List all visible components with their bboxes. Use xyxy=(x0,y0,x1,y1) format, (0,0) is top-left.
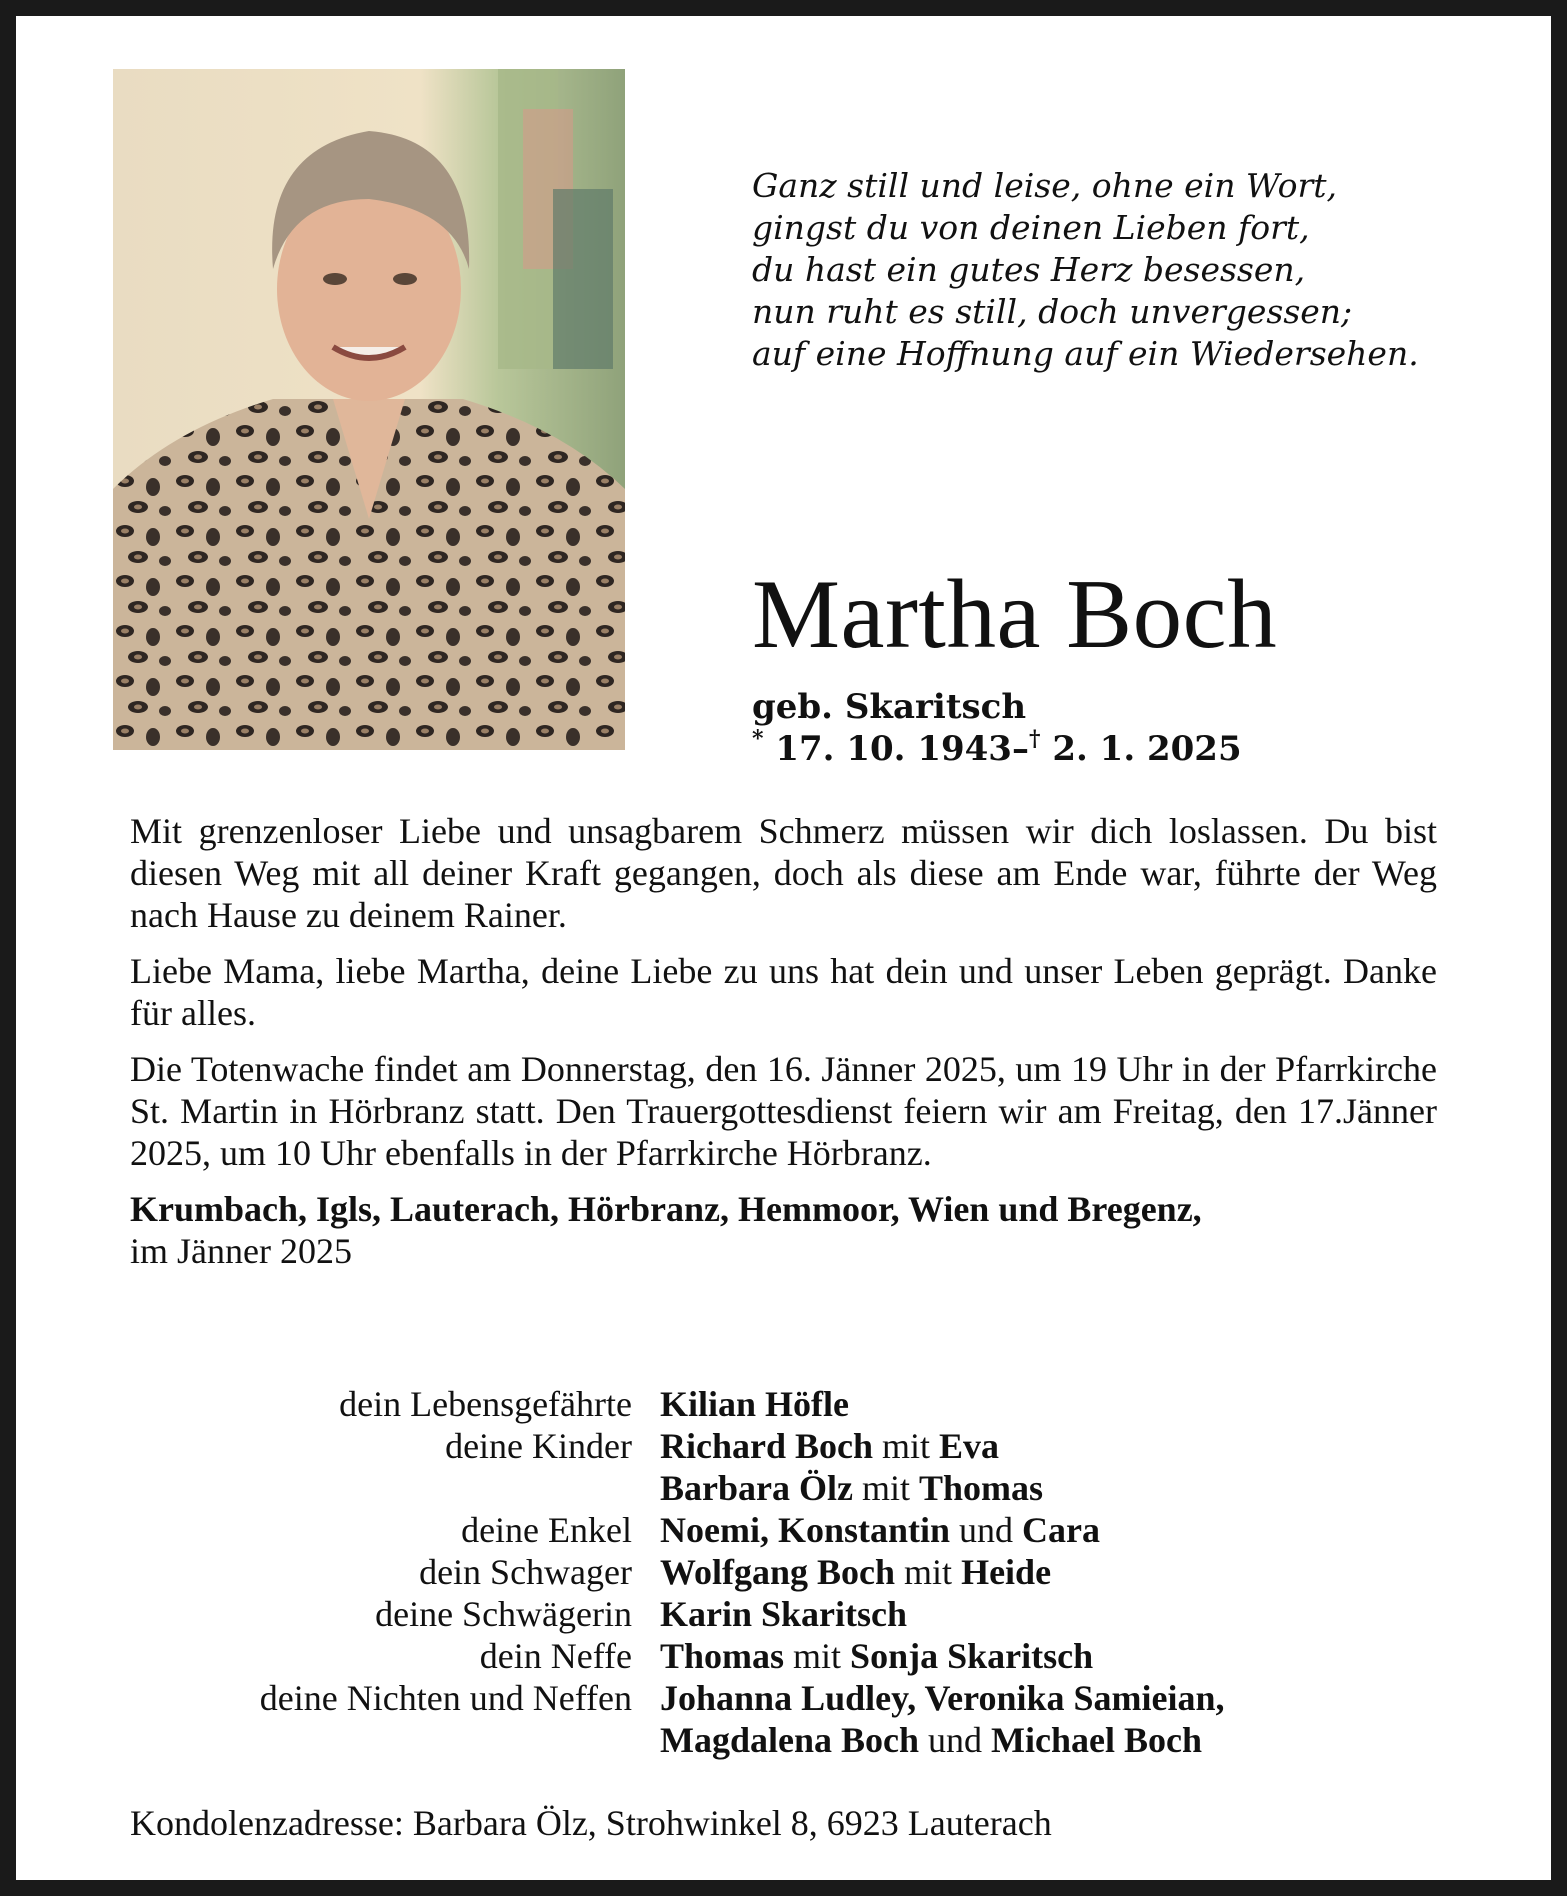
relative-row xyxy=(150,1593,1450,1635)
relative-name: Barbara Ölz xyxy=(660,1468,853,1508)
relative-label: dein Schwager xyxy=(419,1552,632,1592)
relative-name: Sonja Skaritsch xyxy=(850,1636,1094,1676)
portrait-illustration xyxy=(113,69,625,750)
relative-row xyxy=(150,1635,1450,1677)
relative-label: dein Neffe xyxy=(479,1636,632,1676)
relative-names xyxy=(660,1719,1202,1761)
poem xyxy=(752,165,1419,375)
relative-connector: mit xyxy=(852,1468,919,1508)
relative-names xyxy=(660,1551,1051,1593)
born-name: geb. Skaritsch xyxy=(752,687,1027,727)
relative-names xyxy=(660,1383,849,1425)
condolence-address: Kondolenzadresse: Barbara Ölz, Strohwinkel 8, 6923 Lauterach xyxy=(130,1803,1052,1843)
paragraph: Die Totenwache findet am Donnerstag, den 16. Jänner 2025, um 19 Uhr in der Pfarrkirche St. Martin in Hörbranz statt. Den Trauergottesdienst feiern wir am Freitag, den 17.Jänner 2025, um 10 Uhr ebenfalls in der Pfarrkirche Hörbranz. xyxy=(130,1049,1437,1173)
relative-names xyxy=(660,1677,1225,1719)
relative-name: Noemi, Konstantin xyxy=(660,1510,951,1550)
birth-symbol: * xyxy=(752,726,764,752)
relative-names xyxy=(660,1425,999,1467)
death-symbol: † xyxy=(1028,726,1041,752)
death-date: 2. 1. 2025 xyxy=(1052,729,1242,769)
relative-label xyxy=(150,1467,660,1509)
poem-line: du hast ein gutes Herz besessen, xyxy=(752,250,1306,289)
relative-label: deine Enkel xyxy=(461,1510,632,1550)
paragraph: Liebe Mama, liebe Martha, deine Liebe zu uns hat dein und unser Leben geprägt. Danke für alles. xyxy=(130,951,1437,1033)
relative-connector: und xyxy=(950,1510,1023,1550)
relative-name: Cara xyxy=(1022,1510,1101,1550)
relative-row xyxy=(150,1719,1450,1761)
relative-row xyxy=(150,1509,1450,1551)
relative-name: Thomas xyxy=(660,1636,785,1676)
poem-line: nun ruht es still, doch unvergessen; xyxy=(752,292,1353,331)
relative-label: deine Nichten und Neffen xyxy=(259,1678,632,1718)
portrait-photo xyxy=(113,69,625,750)
relative-name: Thomas xyxy=(919,1468,1044,1508)
relatives-list xyxy=(150,1383,1450,1761)
date-separator: – xyxy=(1011,729,1029,769)
relative-connector: mit xyxy=(895,1552,962,1592)
life-dates xyxy=(752,728,1242,770)
relative-label: dein Lebensgefährte xyxy=(339,1384,632,1424)
relative-names xyxy=(660,1635,1093,1677)
relative-connector: und xyxy=(919,1720,992,1760)
relative-name: Michael Boch xyxy=(991,1720,1202,1760)
relative-row xyxy=(150,1425,1450,1467)
relative-name: Magdalena Boch xyxy=(660,1720,920,1760)
relative-name: Richard Boch xyxy=(660,1426,874,1466)
relative-label xyxy=(150,1719,660,1761)
relative-row xyxy=(150,1383,1450,1425)
relative-names xyxy=(660,1467,1043,1509)
obituary-body xyxy=(130,810,1437,1272)
places-block xyxy=(130,1188,1437,1272)
relative-name: Eva xyxy=(939,1426,1000,1466)
date-line: im Jänner 2025 xyxy=(130,1231,352,1271)
birth-date: 17. 10. 1943 xyxy=(775,729,1012,769)
deceased-name: Martha Boch xyxy=(752,560,1278,669)
relative-row xyxy=(150,1677,1450,1719)
relative-name: Wolfgang Boch xyxy=(660,1552,896,1592)
relative-names xyxy=(660,1509,1100,1551)
relative-connector: mit xyxy=(784,1636,851,1676)
relative-name: Karin Skaritsch xyxy=(660,1594,908,1634)
poem-line: auf eine Hoffnung auf ein Wiedersehen. xyxy=(752,334,1419,373)
paragraph: Mit grenzenloser Liebe und unsagbarem Schmerz müssen wir dich loslassen. Du bist diesen Weg mit all deiner Kraft gegangen, doch als diese am Ende war, führte der Weg nach Hause zu deinem Rainer. xyxy=(130,811,1437,935)
relative-name: Johanna Ludley, Veronika Samieian, xyxy=(660,1678,1225,1718)
relative-label: deine Kinder xyxy=(445,1426,632,1466)
relative-name: Heide xyxy=(961,1552,1052,1592)
relative-names xyxy=(660,1593,907,1635)
relative-label: deine Schwägerin xyxy=(375,1594,632,1634)
poem-line: gingst du von deinen Lieben fort, xyxy=(752,208,1310,247)
places-line: Krumbach, Igls, Lauterach, Hörbranz, Hemmoor, Wien und Bregenz, xyxy=(130,1189,1202,1229)
relative-name: Kilian Höfle xyxy=(660,1384,849,1424)
poem-line: Ganz still und leise, ohne ein Wort, xyxy=(752,166,1338,205)
relative-connector: mit xyxy=(873,1426,940,1466)
relative-row xyxy=(150,1467,1450,1509)
relative-row xyxy=(150,1551,1450,1593)
